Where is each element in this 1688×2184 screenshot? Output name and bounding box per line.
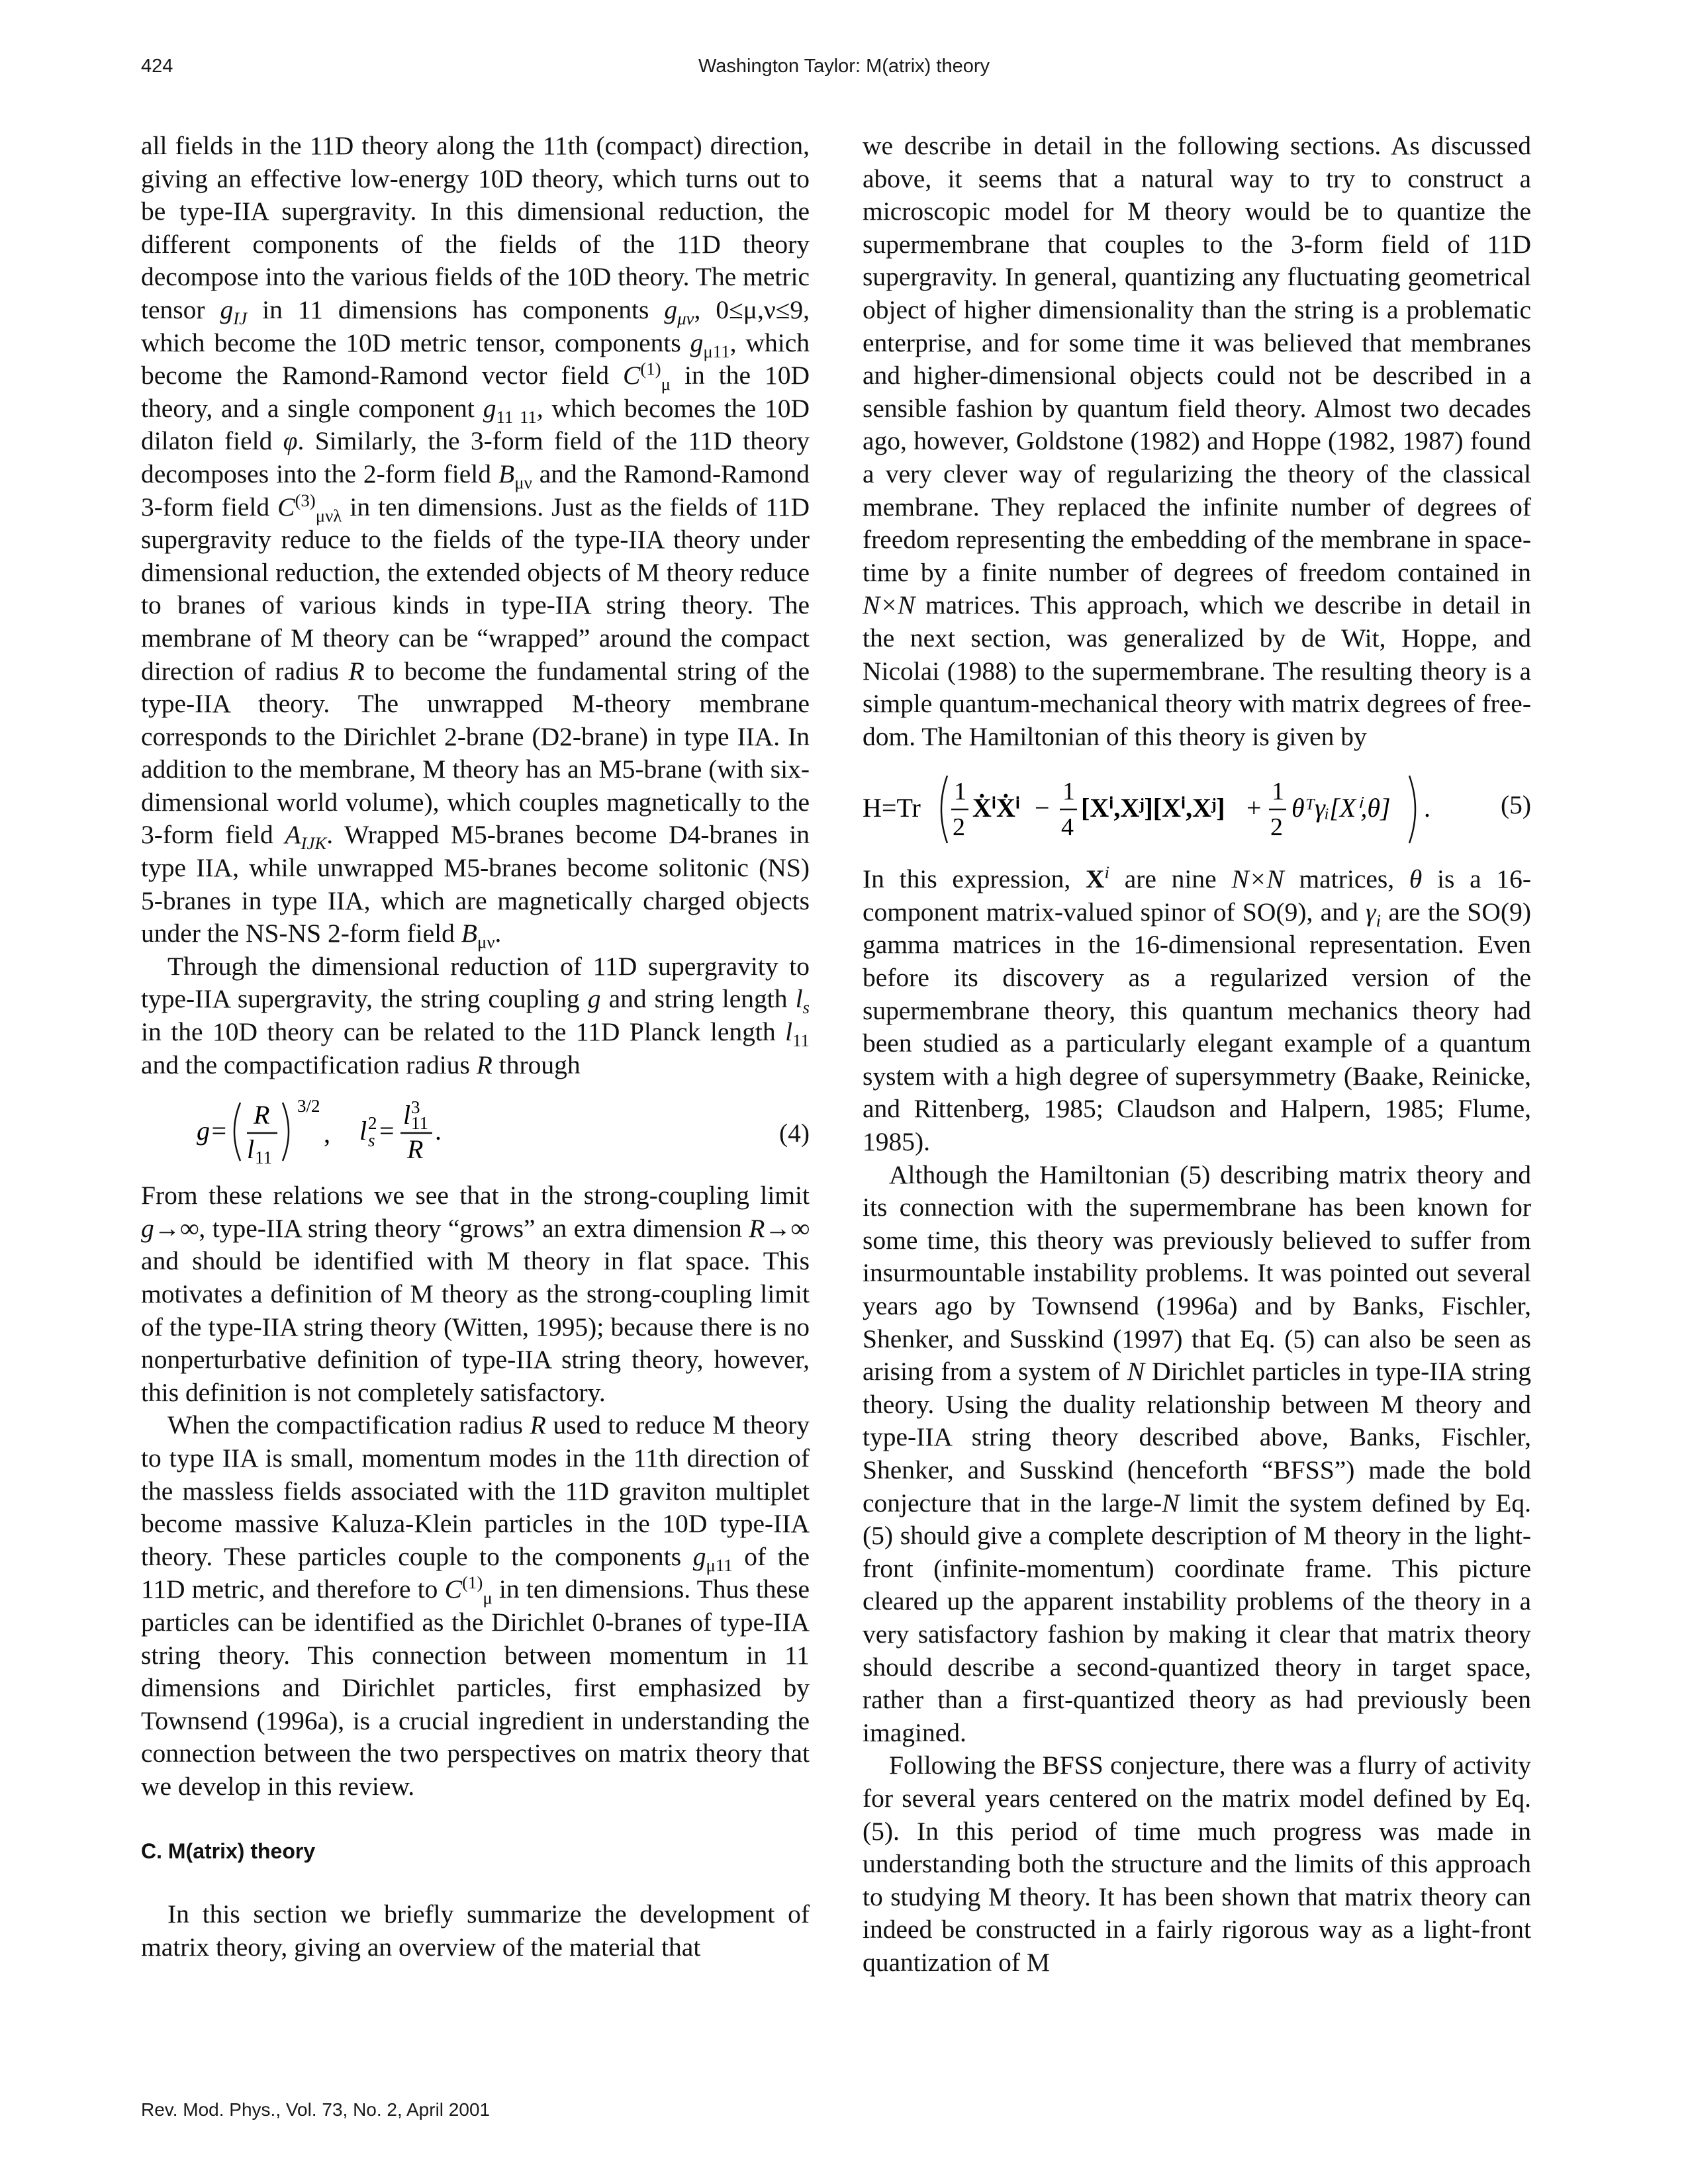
eq4-equals: = xyxy=(379,1116,395,1146)
eq4-R: R xyxy=(254,1100,270,1130)
paragraph: we describe in detail in the following sections. As discussed above, it seems that a natural way to try to construct a microscopic model for M theory would be to quantize the supermembrane that couples to the 3-form field of 11D supergravity. In general, quantizing any fluctuating geometrical object of higher dimensionality than the string is a problematic enterprise, and for some time it was believed that membranes and higher-dimensional objects could not be described in a sensible fashion by quantum field theory. Almost two decades ago, however, Goldstone (1982) and Hoppe (1982, 1987) found a very clever way of regularizing the theory of the classical membrane. They replaced the infinite number of degrees of freedom representing the embedding of the membrane in space-time by a finite number of degrees of freedom contained in N×N matrices. This approach, which we describe in detail in the next section, was generalized by de Wit, Hoppe, and Nicolai (1988) to the supermembrane. The resulting theory is a simple quantum-mechanical theory with matrix degrees of freedom. The Hamiltonian of this theory is given by xyxy=(863,131,1531,751)
equation-number: (4) xyxy=(778,1118,810,1148)
eq4-period: . xyxy=(435,1116,442,1146)
eq4-l-sub: 11 xyxy=(255,1148,272,1168)
eq5-half2-num: 1 xyxy=(1272,778,1284,806)
paragraph: Following the BFSS conjecture, there was a flurry of activity for several years centered on the matrix model defined by Eq. (5). In this period of time much progress was made in understanding both the structure and the limits of this approach to studying M theory. It has been shown that matrix theory can indeed be constructed in a fairly rigorous way as a light-front quantization of M xyxy=(863,1751,1531,1977)
eq4-ls-sub: s xyxy=(368,1130,375,1151)
paragraph: When the compactification radius R used to reduce M theory to type IIA is small, momentum modes in the 11th direction of the massless fields associated with the 11D graviton multiplet become massive Kaluza-Klein particles in the 10D type-IIA theory. These particles couple to the components $g_{\mu 11}$ of the 11D metric, and therefore to $C^{(1)}_\mu$ in ten dimensions. Thus these particles can be identified as the Dirichlet 0-branes of type-IIA string theory. This connection between momentum in 11 dimensions and Dirichlet particles, first emphasized by Townsend (1996a), is a crucial ingredient in understanding the connection between the two perspectives on matrix theory that we develop in this review. xyxy=(141,1410,810,1801)
eq4-ls: l xyxy=(359,1116,367,1146)
eq5-period: . xyxy=(1424,793,1430,823)
eq5-quarter-num: 1 xyxy=(1062,778,1075,806)
eq4-l: l xyxy=(247,1134,255,1165)
eq5-term2: [Xⁱ,Xʲ][Xⁱ,Xʲ] xyxy=(1081,793,1225,823)
paragraph: Through the dimensional reduction of 11D supergravity to type-IIA supergravity, the string coupling g and string length $l_s$ in the 10D theory can be related to the 11D Planck length $l_{11}$ and the compactification radius R through xyxy=(141,951,810,1079)
eq5-quarter-den: 4 xyxy=(1061,813,1074,842)
eq5-half-num: 1 xyxy=(954,778,966,806)
eq4-num-sub: 11 xyxy=(411,1113,428,1134)
eq5-term1: ẊⁱẊⁱ xyxy=(972,793,1021,823)
equation-5-formula xyxy=(863,760,1531,859)
equation-5 xyxy=(863,760,1531,859)
paragraph: In this expression, $X^i$ are nine N×N matrices, θ is a 16-component matrix-valued spinor of SO(9), and $\gamma_i$ are the SO(9) gamma matrices in the 16-dimensional representation. Even before its discovery as a regularized version of the supermembrane theory, this quantum mechanics theory had been studied as a particularly elegant example of a quantum system with a high degree of supersymmetry (Baake, Reinicke, and Rittenberg, 1985; Claudson and Halpern, 1985; Flume, 1985). xyxy=(863,862,1531,1157)
right-column xyxy=(863,130,1531,1979)
equation-4-formula xyxy=(141,1088,810,1175)
eq4-lhs: g= xyxy=(197,1116,228,1146)
eq5-minus: − xyxy=(1035,793,1050,823)
running-title: Washington Taylor: M(atrix) theory xyxy=(698,56,990,77)
running-header xyxy=(0,56,1688,95)
eq5-half-den: 2 xyxy=(953,813,965,842)
journal-footer: Rev. Mod. Phys., Vol. 73, No. 2, April 2001 xyxy=(141,2099,491,2120)
eq5-lhs: H=Tr xyxy=(863,793,921,823)
section-heading: C. M(atrix) theory xyxy=(141,1839,316,1863)
eq4-den: R xyxy=(407,1134,424,1165)
equation-4 xyxy=(141,1088,810,1175)
paragraph: Although the Hamiltonian (5) describing matrix theory and its connection with the supermembrane has been known for some time, this theory was previously believed to suffer from insurmountable instability problems. It was pointed out several years ago by Townsend (1996a) and by Banks, Fischler, Shenker, and Susskind (1997) that Eq. (5) can also be seen as arising from a system of N Dirichlet particles in type-IIA string theory. Using the duality relationship between M theory and type-IIA string theory described above, Banks, Fischler, Shenker, and Susskind (henceforth “BFSS”) made the bold conjecture that in the large-N limit the system defined by Eq. (5) should give a complete description of M theory in the light-front (infinite-momentum) coordinate frame. This picture cleared up the apparent instability problems of the theory in a very satisfactory fashion by making it clear that matrix theory should describe a second-quantized theory in target space, rather than a first-quantized theory as had previously been imagined. xyxy=(863,1160,1532,1747)
page-number: 424 xyxy=(141,56,173,77)
eq5-term3: θᵀγᵢ[Xⁱ,θ] xyxy=(1291,793,1391,823)
left-column xyxy=(141,130,810,1964)
eq4-exponent: 3/2 xyxy=(297,1096,320,1116)
eq4-comma: , xyxy=(324,1118,330,1149)
eq4-ls-sup: 2 xyxy=(368,1113,377,1134)
eq4-num-sup: 3 xyxy=(411,1097,420,1118)
paragraph: From these relations we see that in the strong-coupling limit g→∞, type-IIA string theory “grows” an extra dimension R→∞ and should be identified with M theory in flat space. This motivates a definition of M theory as the strong-coupling limit of the type-IIA string theory (Witten, 1995); because there is no nonperturbative definition of type-IIA string theory, however, this definition is not completely satisfactory. xyxy=(141,1181,810,1407)
paragraph: all fields in the 11D theory along the 11th (compact) direction, giving an effective low-energy 10D theory, which turns out to be type-IIA supergravity. In this dimensional reduction, the different components of the fields of the 11D theory decompose into the various fields of the 10D theory. The metric tensor $g_{IJ}$ in 11 dimensions has components $g_{\mu\nu}$, 0≤μ,ν≤9, which become the 10D metric tensor, components $g_{\mu 11}$, which become the Ramond-Ramond vector field $C^{(1)}_\mu$ in the 10D theory, and a single component $g_{11 11}$, which becomes the 10D dilaton field φ. Similarly, the 3-form field of the 11D theory decomposes into the 2-form field $B_{\mu\nu}$ and the Ramond-Ramond 3-form field $C^{(3)}_{\mu\nu\lambda}$ in ten dimensions. Just as the fields of 11D supergravity reduce to the fields of the type-IIA theory under dimensional reduction, the extended objects of M theory reduce to branes of various kinds in type-IIA string theory. The membrane of M theory can be “wrapped” around the compact direction of radius R to become the fundamental string of the type-IIA theory. The unwrapped M-theory membrane corresponds to the Dirichlet 2-brane (D2-brane) in type IIA. In addition to the membrane, M theory has an M5-brane (with six-dimensional world volume), which couples magnetically to the 3-form field $A_{IJK}$. Wrapped M5-branes become D4-branes in type IIA, while unwrapped M5-branes become solitonic (NS) 5-branes in type IIA, which are magnetically charged objects under the NS-NS 2-form field $B_{\mu\nu}$. xyxy=(141,131,810,952)
eq4-num-l: l xyxy=(403,1100,411,1130)
eq4-right-paren xyxy=(283,1103,289,1161)
eq5-left-paren xyxy=(941,776,947,843)
eq5-half2-den: 2 xyxy=(1270,813,1283,842)
eq5-right-paren xyxy=(1409,776,1415,843)
eq4-left-paren xyxy=(234,1103,240,1161)
eq5-plus: + xyxy=(1246,793,1262,823)
paragraph: In this section we briefly summarize the development of matrix theory, giving an overview of the material that xyxy=(141,1899,810,1962)
equation-number: (5) xyxy=(1500,790,1531,820)
